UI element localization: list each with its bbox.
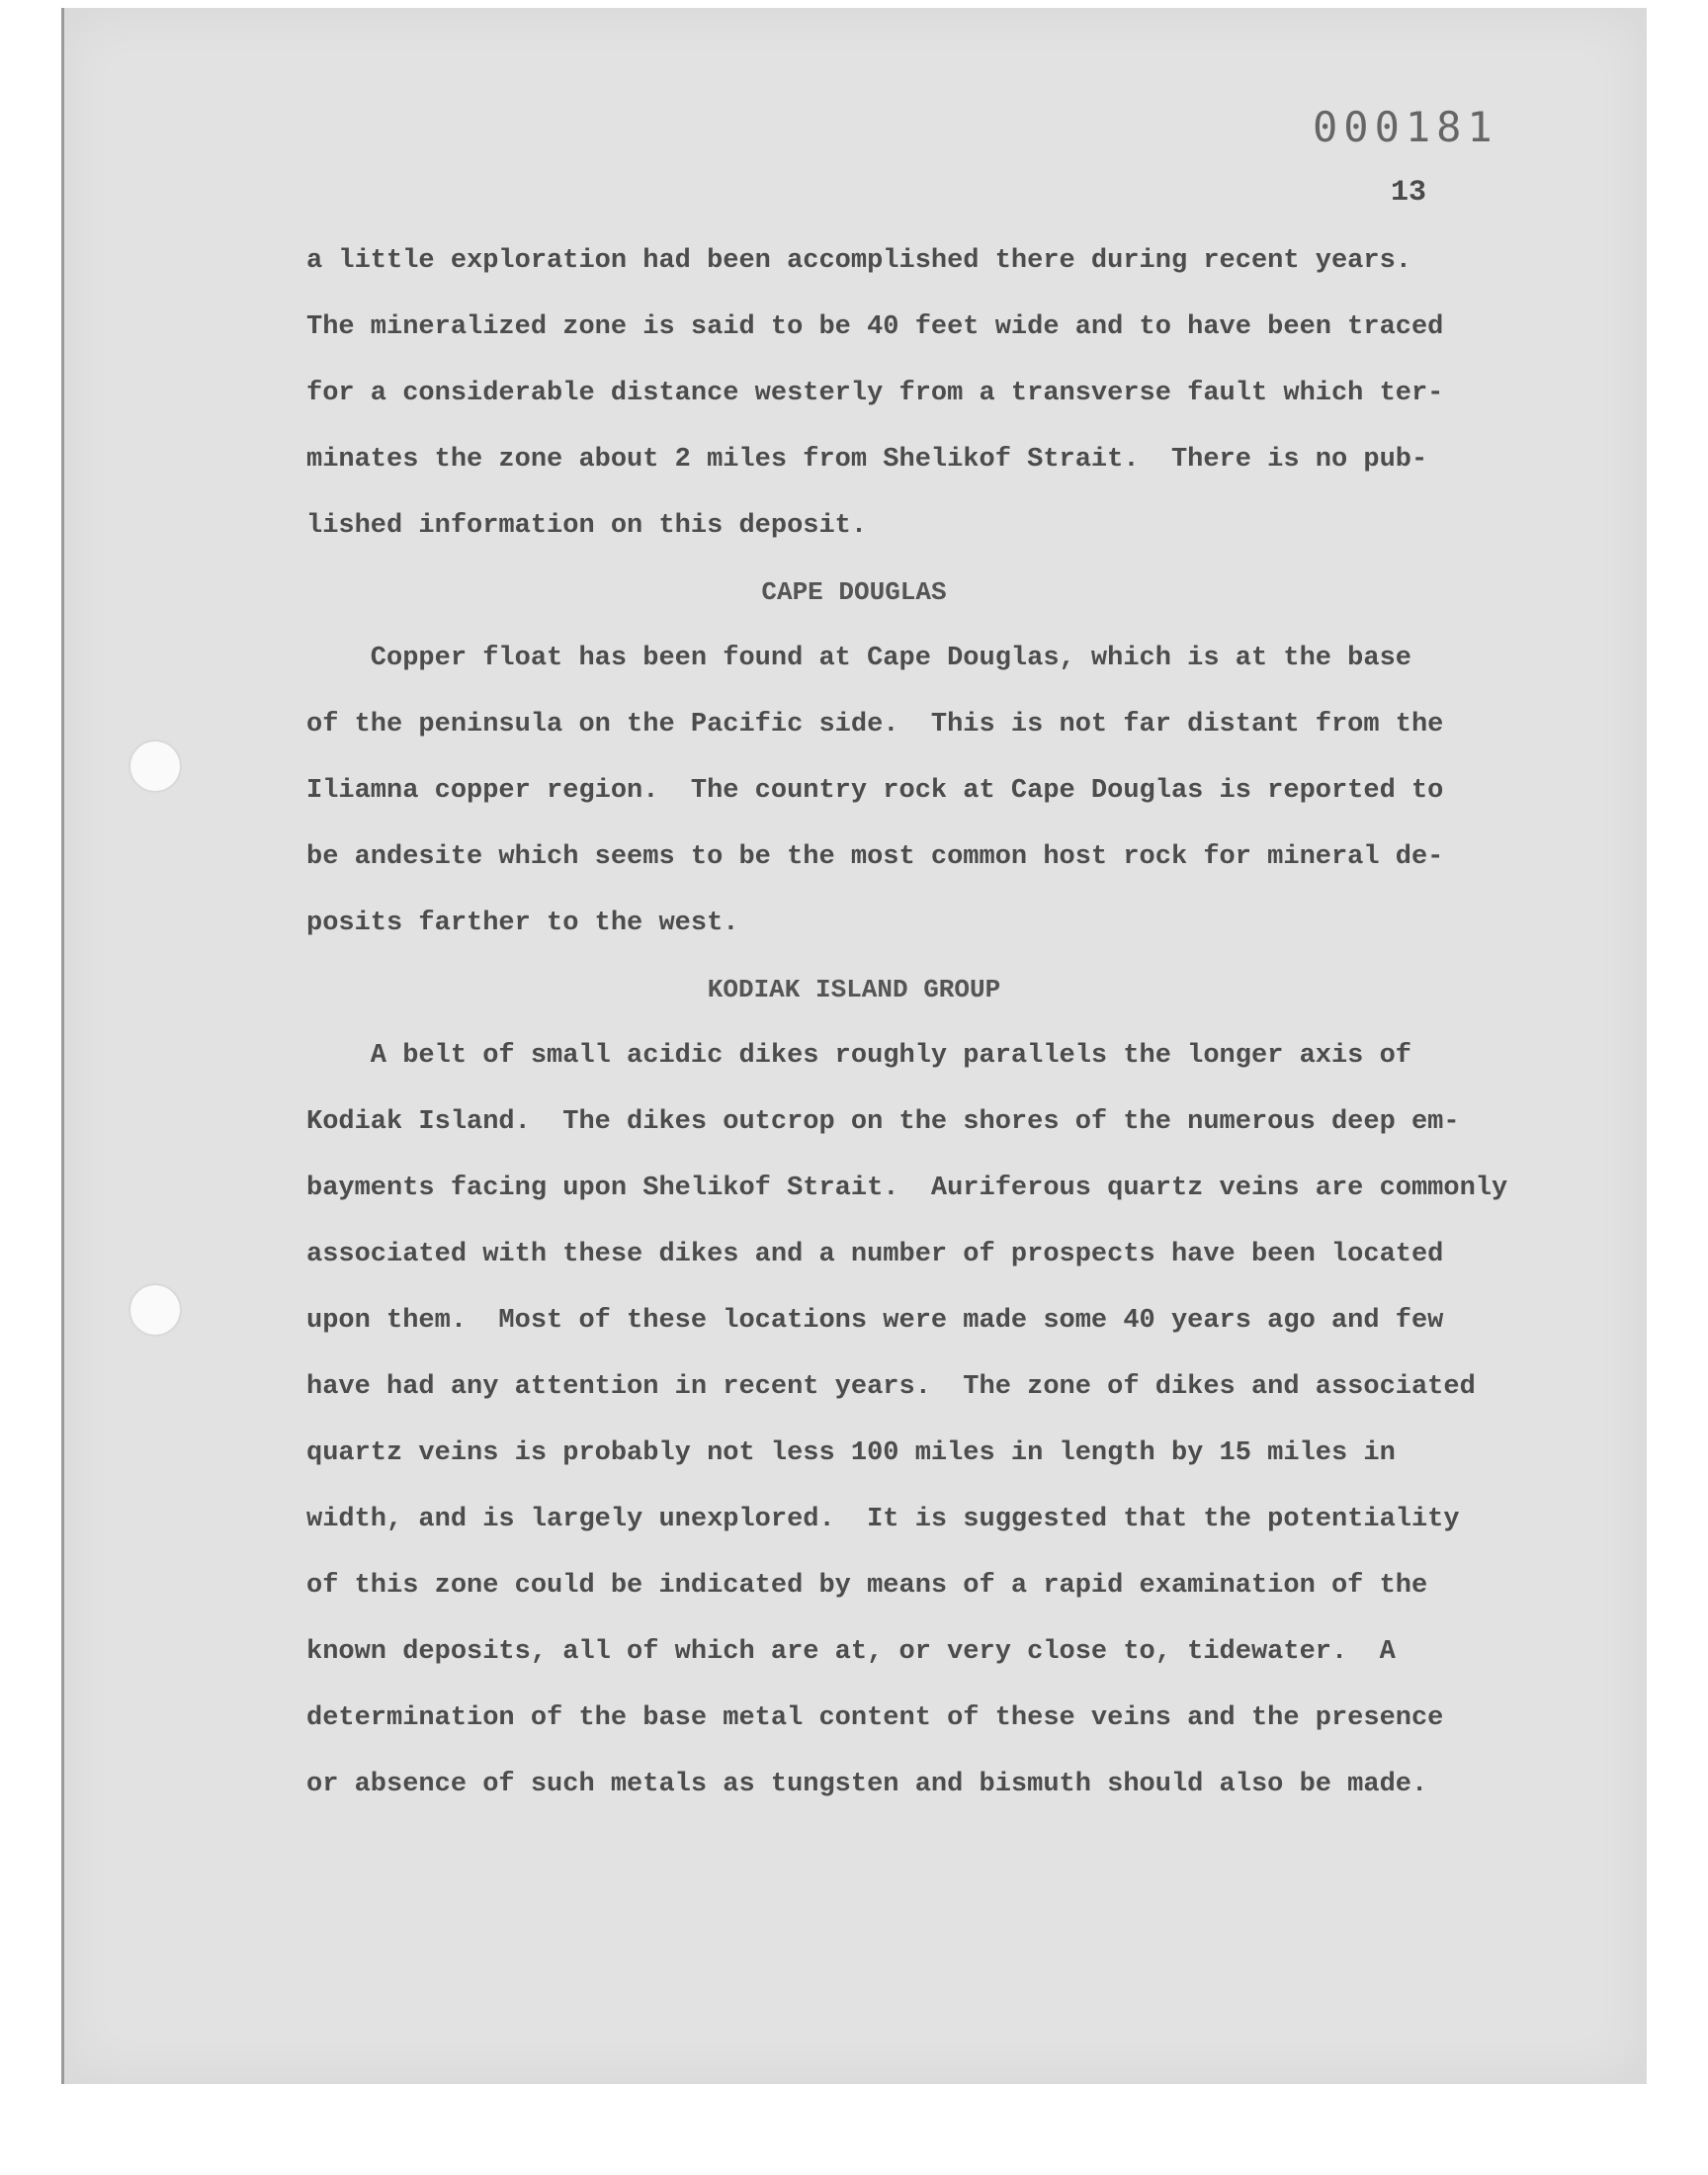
text-line: be andesite which seems to be the most common host rock for mineral de- bbox=[306, 842, 1444, 872]
text-line: Kodiak Island. The dikes outcrop on the shores of the numerous deep em- bbox=[306, 1107, 1460, 1137]
text-line: for a considerable distance westerly from a transverse fault which ter- bbox=[306, 379, 1444, 408]
document-number: 000181 bbox=[1313, 103, 1498, 151]
document-page bbox=[61, 8, 1647, 2084]
text-line: Copper float has been found at Cape Douglas, which is at the base bbox=[306, 644, 1411, 673]
text-line: determination of the base metal content of these veins and the presence bbox=[306, 1703, 1444, 1733]
text-line: Iliamna copper region. The country rock at Cape Douglas is reported to bbox=[306, 776, 1444, 806]
text-line: known deposits, all of which are at, or very close to, tidewater. A bbox=[306, 1637, 1396, 1667]
text-line: of the peninsula on the Pacific side. This is not far distant from the bbox=[306, 710, 1444, 740]
text-line: lished information on this deposit. bbox=[306, 511, 868, 541]
text-line: upon them. Most of these locations were made some 40 years ago and few bbox=[306, 1306, 1444, 1336]
text-line: or absence of such metals as tungsten and bismuth should also be made. bbox=[306, 1770, 1428, 1799]
text-line: posits farther to the west. bbox=[306, 909, 739, 938]
text-line: width, and is largely unexplored. It is suggested that the potentiality bbox=[306, 1505, 1460, 1534]
text-line: associated with these dikes and a number of prospects have been located bbox=[306, 1240, 1444, 1269]
text-line: A belt of small acidic dikes roughly parallels the longer axis of bbox=[306, 1041, 1411, 1071]
punch-hole-upper bbox=[130, 741, 180, 791]
text-line: quartz veins is probably not less 100 miles in length by 15 miles in bbox=[306, 1438, 1396, 1468]
text-line: minates the zone about 2 miles from Shelikof Strait. There is no pub- bbox=[306, 445, 1428, 475]
text-line: a little exploration had been accomplished there during recent years. bbox=[306, 246, 1411, 276]
text-line: have had any attention in recent years. The zone of dikes and associated bbox=[306, 1372, 1476, 1402]
punch-hole-lower bbox=[130, 1285, 180, 1335]
section-heading: CAPE DOUGLAS bbox=[761, 577, 947, 607]
section-heading: KODIAK ISLAND GROUP bbox=[707, 975, 1001, 1004]
text-line: bayments facing upon Shelikof Strait. Auriferous quartz veins are commonly bbox=[306, 1174, 1508, 1203]
text-line: of this zone could be indicated by means of a rapid examination of the bbox=[306, 1571, 1428, 1601]
page-number: 13 bbox=[1391, 176, 1427, 210]
scan-edge bbox=[61, 8, 64, 2084]
text-line: The mineralized zone is said to be 40 feet wide and to have been traced bbox=[306, 312, 1444, 342]
